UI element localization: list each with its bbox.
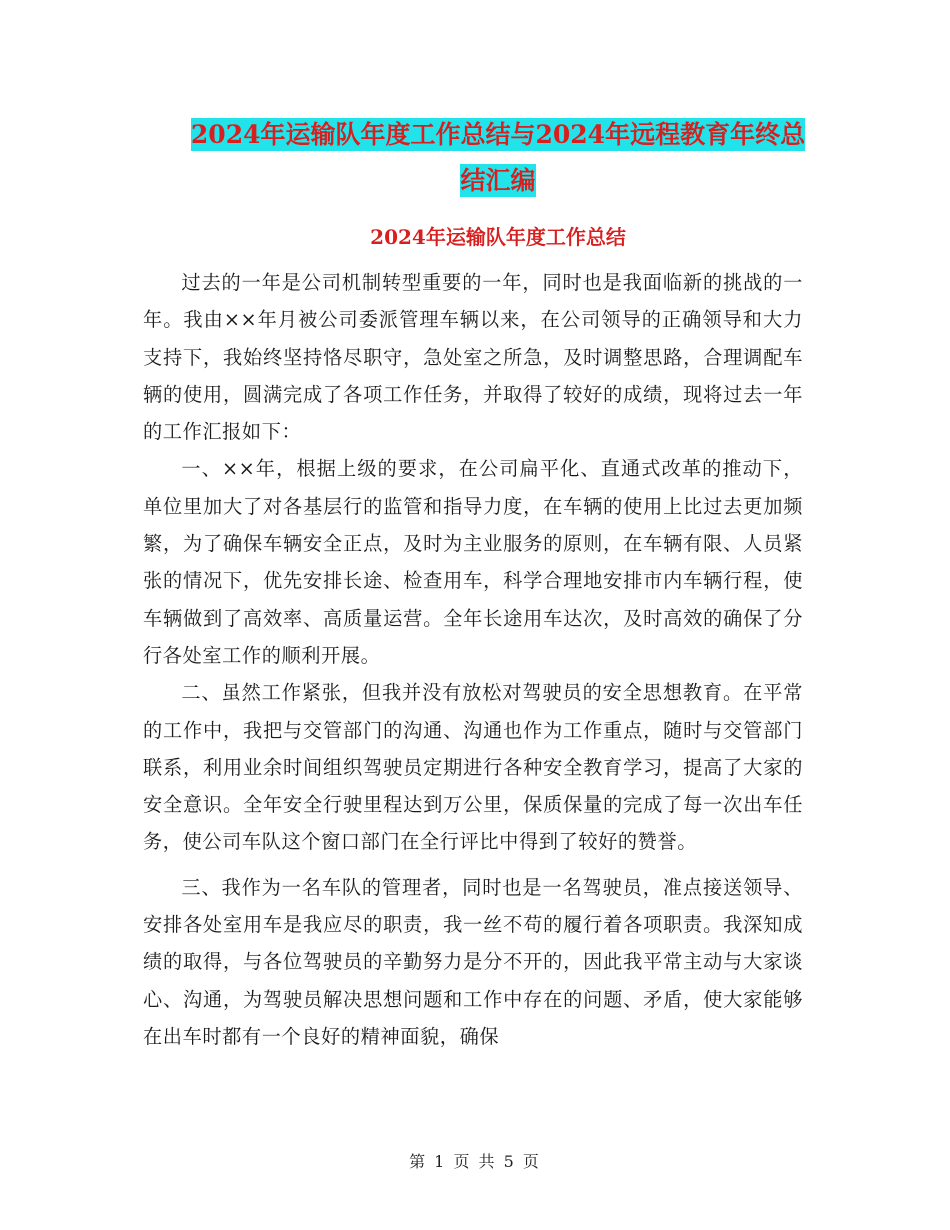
paragraph-two: 二、虽然工作紧张，但我并没有放松对驾驶员的安全思想教育。在平常的工作中，我把与交管部门的沟通、沟通也作为工作重点，随时与交管部门联系，利用业余时间组织驾驶员定期进行各种安全教育学习，提高了大家的安全意识。全年安全行驶里程达到万公里，保质保量的完成了每一次出车任务，使公司车队这个窗口部门在全行评比中得到了较好的赞誉。 (143, 681, 803, 854)
paragraph-three: 三、我作为一名车队的管理者，同时也是一名驾驶员，准点接送领导、安排各处室用车是我应尽的职责，我一丝不苟的履行着各项职责。我深知成绩的取得，与各位驾驶员的辛勤努力是分不开的，因此我平常主动与大家谈心、沟通，为驾驶员解决思想问题和工作中存在的问题、矛盾，使大家能够在出车时都有一个良好的精神面貌，确保 (143, 875, 803, 1048)
page-footer: 第 1 页 共 5 页 (409, 1152, 541, 1171)
title-line-1: 2024年运输队年度工作总结与2024年远程教育年终总 (190, 120, 806, 149)
paragraph-intro: 过去的一年是公司机制转型重要的一年，同时也是我面临新的挑战的一年。我由××年月被公司委派管理车辆以来，在公司领导的正确领导和大力支持下，我始终坚持恪尽职守，急处室之所急，及时调整思路，合理调配车辆的使用，圆满完成了各项工作任务，并取得了较好的成绩，现将过去一年的工作汇报如下： (143, 271, 803, 444)
document-title (140, 112, 856, 204)
document-body (143, 264, 803, 1055)
title-line-2: 结汇编 (460, 166, 536, 195)
paragraph-one: 一、××年，根据上级的要求，在公司扁平化、直通式改革的推动下，单位里加大了对各基层行的监管和指导力度，在车辆的使用上比过去更加频繁，为了确保车辆安全正点，及时为主业服务的原则，在车辆有限、人员紧张的情况下，优先安排长途、检查用车，科学合理地安排市内车辆行程，使车辆做到了高效率、高质量运营。全年长途用车达次，及时高效的确保了分行各处室工作的顺利开展。 (143, 457, 803, 667)
section-title: 2024年运输队年度工作总结 (370, 225, 626, 249)
